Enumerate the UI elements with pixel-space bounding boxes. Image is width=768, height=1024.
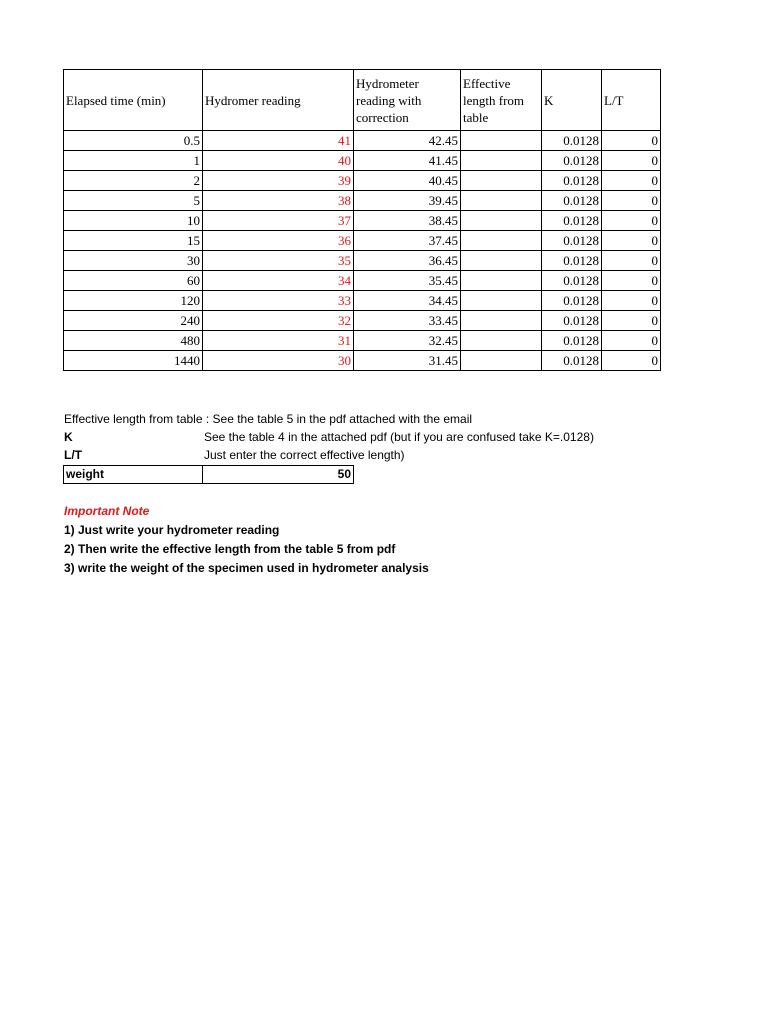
k-cell[interactable]: 0.0128 (542, 331, 602, 351)
effective-length-cell[interactable] (461, 171, 542, 191)
k-cell[interactable]: 0.0128 (542, 231, 602, 251)
weight-label[interactable]: weight (64, 466, 203, 484)
corrected-reading-cell[interactable]: 39.45 (354, 191, 461, 211)
elapsed-time-cell[interactable]: 480 (64, 331, 203, 351)
l-over-t-cell[interactable]: 0 (602, 331, 661, 351)
corrected-reading-cell[interactable]: 38.45 (354, 211, 461, 231)
hydrometer-reading-cell[interactable]: 37 (203, 211, 354, 231)
elapsed-time-cell[interactable]: 1440 (64, 351, 203, 371)
k-cell[interactable]: 0.0128 (542, 251, 602, 271)
note-effective-length: Effective length from table : See the table 5 in the pdf attached with the email (64, 412, 473, 426)
effective-length-cell[interactable] (461, 331, 542, 351)
table-row (64, 151, 661, 171)
table-header-row (64, 70, 661, 131)
header-l-over-t[interactable]: L/T (602, 70, 661, 131)
l-over-t-cell[interactable]: 0 (602, 291, 661, 311)
effective-length-cell[interactable] (461, 151, 542, 171)
important-line-2: 2) Then write the effective length from the table 5 from pdf (64, 542, 396, 556)
elapsed-time-cell[interactable]: 120 (64, 291, 203, 311)
elapsed-time-cell[interactable]: 30 (64, 251, 203, 271)
header-reading-with-correction[interactable]: Hydrometer reading with correction (354, 70, 461, 131)
hydrometer-reading-cell[interactable]: 39 (203, 171, 354, 191)
table-row (64, 191, 661, 211)
table-row (64, 171, 661, 191)
l-over-t-cell[interactable]: 0 (602, 211, 661, 231)
k-cell[interactable]: 0.0128 (542, 211, 602, 231)
weight-value[interactable]: 50 (203, 466, 354, 484)
note-k-key: K (64, 430, 73, 444)
elapsed-time-cell[interactable]: 0.5 (64, 131, 203, 151)
l-over-t-cell[interactable]: 0 (602, 191, 661, 211)
hydrometer-reading-cell[interactable]: 33 (203, 291, 354, 311)
table-row (64, 311, 661, 331)
weight-table (63, 465, 354, 484)
table-row (64, 331, 661, 351)
corrected-reading-cell[interactable]: 36.45 (354, 251, 461, 271)
important-note-title: Important Note (64, 504, 150, 518)
corrected-reading-cell[interactable]: 42.45 (354, 131, 461, 151)
header-elapsed-time[interactable]: Elapsed time (min) (64, 70, 203, 131)
elapsed-time-cell[interactable]: 5 (64, 191, 203, 211)
effective-length-cell[interactable] (461, 271, 542, 291)
hydrometer-reading-cell[interactable]: 32 (203, 311, 354, 331)
table-row (64, 271, 661, 291)
k-cell[interactable]: 0.0128 (542, 351, 602, 371)
header-k[interactable]: K (542, 70, 602, 131)
corrected-reading-cell[interactable]: 31.45 (354, 351, 461, 371)
notes-section (64, 410, 594, 464)
note-lt-key: L/T (64, 448, 82, 462)
l-over-t-cell[interactable]: 0 (602, 311, 661, 331)
corrected-reading-cell[interactable]: 35.45 (354, 271, 461, 291)
table-row (64, 291, 661, 311)
hydrometer-reading-cell[interactable]: 36 (203, 231, 354, 251)
effective-length-cell[interactable] (461, 311, 542, 331)
effective-length-cell[interactable] (461, 131, 542, 151)
corrected-reading-cell[interactable]: 32.45 (354, 331, 461, 351)
elapsed-time-cell[interactable]: 1 (64, 151, 203, 171)
corrected-reading-cell[interactable]: 33.45 (354, 311, 461, 331)
corrected-reading-cell[interactable]: 37.45 (354, 231, 461, 251)
elapsed-time-cell[interactable]: 60 (64, 271, 203, 291)
k-cell[interactable]: 0.0128 (542, 151, 602, 171)
k-cell[interactable]: 0.0128 (542, 271, 602, 291)
note-k-row (64, 428, 594, 446)
effective-length-cell[interactable] (461, 351, 542, 371)
note-lt-desc: Just enter the correct effective length) (204, 448, 405, 462)
effective-length-cell[interactable] (461, 251, 542, 271)
important-note (64, 502, 429, 578)
header-hydrometer-reading[interactable]: Hydromer reading (203, 70, 354, 131)
elapsed-time-cell[interactable]: 15 (64, 231, 203, 251)
corrected-reading-cell[interactable]: 40.45 (354, 171, 461, 191)
hydrometer-reading-cell[interactable]: 41 (203, 131, 354, 151)
table-row (64, 211, 661, 231)
l-over-t-cell[interactable]: 0 (602, 131, 661, 151)
k-cell[interactable]: 0.0128 (542, 131, 602, 151)
hydrometer-reading-cell[interactable]: 35 (203, 251, 354, 271)
hydrometer-table (63, 69, 661, 371)
table-row (64, 231, 661, 251)
k-cell[interactable]: 0.0128 (542, 191, 602, 211)
l-over-t-cell[interactable]: 0 (602, 171, 661, 191)
l-over-t-cell[interactable]: 0 (602, 231, 661, 251)
note-k-desc: See the table 4 in the attached pdf (but if you are confused take K=.0128) (204, 430, 594, 444)
elapsed-time-cell[interactable]: 2 (64, 171, 203, 191)
effective-length-cell[interactable] (461, 291, 542, 311)
important-line-1: 1) Just write your hydrometer reading (64, 523, 280, 537)
hydrometer-reading-cell[interactable]: 31 (203, 331, 354, 351)
elapsed-time-cell[interactable]: 240 (64, 311, 203, 331)
k-cell[interactable]: 0.0128 (542, 171, 602, 191)
hydrometer-reading-cell[interactable]: 34 (203, 271, 354, 291)
effective-length-cell[interactable] (461, 231, 542, 251)
hydrometer-reading-cell[interactable]: 30 (203, 351, 354, 371)
table-row (64, 251, 661, 271)
note-lt-row (64, 446, 472, 464)
effective-length-cell[interactable] (461, 191, 542, 211)
hydrometer-reading-cell[interactable]: 40 (203, 151, 354, 171)
effective-length-cell[interactable] (461, 211, 542, 231)
k-cell[interactable]: 0.0128 (542, 311, 602, 331)
table-row (64, 351, 661, 371)
table-row (64, 131, 661, 151)
l-over-t-cell[interactable]: 0 (602, 151, 661, 171)
header-effective-length[interactable]: Effective length from table (461, 70, 542, 131)
hydrometer-reading-cell[interactable]: 38 (203, 191, 354, 211)
l-over-t-cell[interactable]: 0 (602, 351, 661, 371)
k-cell[interactable]: 0.0128 (542, 291, 602, 311)
corrected-reading-cell[interactable]: 34.45 (354, 291, 461, 311)
l-over-t-cell[interactable]: 0 (602, 271, 661, 291)
l-over-t-cell[interactable]: 0 (602, 251, 661, 271)
important-line-3: 3) write the weight of the specimen used in hydrometer analysis (64, 561, 429, 575)
corrected-reading-cell[interactable]: 41.45 (354, 151, 461, 171)
elapsed-time-cell[interactable]: 10 (64, 211, 203, 231)
